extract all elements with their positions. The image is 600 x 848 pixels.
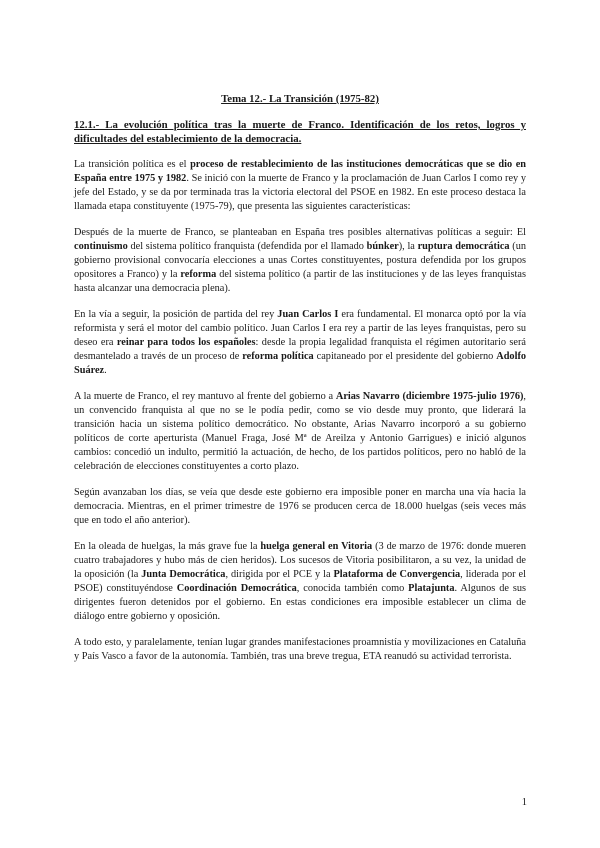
text-run: En la vía a seguir, la posición de partida del rey — [74, 309, 278, 321]
bold-text-run: Plataforma de Convergencia — [333, 569, 461, 581]
text-run: La transición política es el — [74, 159, 191, 170]
text-run: era fundamental. El monarca optó por la vía reformista y será el motor del cambio político. Juan Carlos I era rey a partir de las leyes franquistas, pero su deseo era — [74, 309, 527, 348]
paragraph — [74, 158, 526, 214]
text-run: A la muerte de Franco, el rey mantuvo al frente del gobierno a — [74, 391, 336, 403]
paragraph — [74, 636, 526, 664]
text-run: : desde la propia legalidad franquista el régimen autoritario será desmantelado a través de un proceso de — [74, 336, 526, 362]
text-run: (3 de marzo de 1976: donde mueren cuatro trabajadores y hubo más de cien heridos). Los sucesos de Vitoria posibilitaron, a su vez, la unidad de la oposición (la — [74, 541, 526, 581]
text-run: (un gobierno provisional convocaría elecciones a unas Cortes constituyentes, postura defendida por los grupos opositores a Franco) y la — [74, 241, 526, 280]
text-run: del sistema político franquista (defendida por el llamado — [127, 241, 367, 253]
text-run: , liderada por el PSOE) constituyéndose — [74, 569, 526, 595]
bold-text-run: proceso de restablecimiento de las instituciones democráticas que se dio en España entre 1975 y 1982 — [74, 159, 526, 184]
text-run: . Se inició con la muerte de Franco y la proclamación de Juan Carlos I como rey y jefe del Estado, y se da por terminada tras la victoria electoral del PSOE en 1982. En este proceso destaca la llamada etapa constituyente (1975-79), que presenta las siguientes características: — [74, 172, 526, 212]
text-run: . Algunos de sus dirigentes fueron detenidos por el gobierno. En estas condiciones era imposible establecer un clima de diálogo entre gobierno y oposición. — [74, 583, 526, 622]
bold-text-run: Arias Navarro (diciembre 1975-julio 1976) — [335, 391, 524, 403]
paragraph — [74, 308, 526, 378]
bold-text-run: Adolfo Suárez — [74, 350, 527, 376]
paragraph — [74, 390, 526, 473]
bold-text-run: ruptura democrática — [417, 241, 510, 253]
bold-text-run: Junta Democrática — [141, 569, 226, 581]
text-run: . — [104, 364, 107, 376]
bold-text-run: huelga general en Vitoria — [260, 541, 373, 553]
bold-text-run: continuismo — [74, 241, 128, 253]
bold-text-run: reinar para todos los españoles — [116, 336, 256, 348]
text-run: , conocida también como — [296, 583, 409, 595]
text-run: , un convencido franquista al que no se le podía pedir, como se vio desde muy pronto, que liderará la transición hacia un sistema político democrático. No obstante, Arias Navarro incorporó a su gobierno políticos de corte aperturista (Manuel Fraga, José Mª de Areilza y Antonio Garrigues) e inició algunos cambios: concedió un indulto, permitió la actuación, de hecho, de los partidos políticos, pero no habló de la celebración de elecciones constituyentes a corto plazo. — [74, 391, 526, 472]
text-run: A todo esto, y paralelamente, tenían lugar grandes manifestaciones proamnistía y movilizaciones en Cataluña y País Vasco a favor de la autonomía. También, tras una breve tregua, ETA reanudó su actividad terrorista. — [74, 637, 526, 663]
text-run: Según avanzaban los días, se veía que desde este gobierno era imposible poner en marcha una vía hacia la democracia. Mientras, en el primer trimestre de 1976 se producen cerca de 18.000 huelgas (seis veces más que en todo el año anterior). — [74, 487, 526, 526]
bold-text-run: Coordinación Democrática — [176, 583, 297, 595]
bold-text-run: búnker — [366, 241, 399, 253]
bold-text-run: Platajunta — [408, 583, 455, 595]
bold-text-run: Juan Carlos I — [277, 309, 339, 321]
text-run: , dirigida por el PCE y la — [225, 569, 334, 581]
text-run: Después de la muerte de Franco, se planteaban en España tres posibles alternativas políticas a seguir: El — [74, 227, 526, 239]
paragraph — [74, 226, 526, 296]
text-run: del sistema político (a partir de las instituciones y de las leyes franquistas hasta alcanzar una democracia plena). — [74, 268, 526, 294]
bold-text-run: reforma política — [242, 350, 314, 362]
document-body — [74, 118, 526, 677]
paragraph — [74, 486, 526, 528]
text-run: En la oleada de huelgas, la más grave fue la — [74, 541, 261, 553]
paragraph — [74, 540, 526, 623]
page-number: 1 — [521, 797, 527, 808]
document-title: Tema 12.- La Transición (1975-82) — [221, 93, 379, 105]
bold-text-run: reforma — [180, 268, 217, 280]
text-run: ), la — [398, 241, 418, 253]
section-heading: 12.1.- La evolución política tras la muerte de Franco. Identificación de los retos, logros y dificultades del establecimiento de la democracia. — [74, 119, 526, 145]
text-run: capitaneado por el presidente del gobierno — [313, 350, 497, 362]
